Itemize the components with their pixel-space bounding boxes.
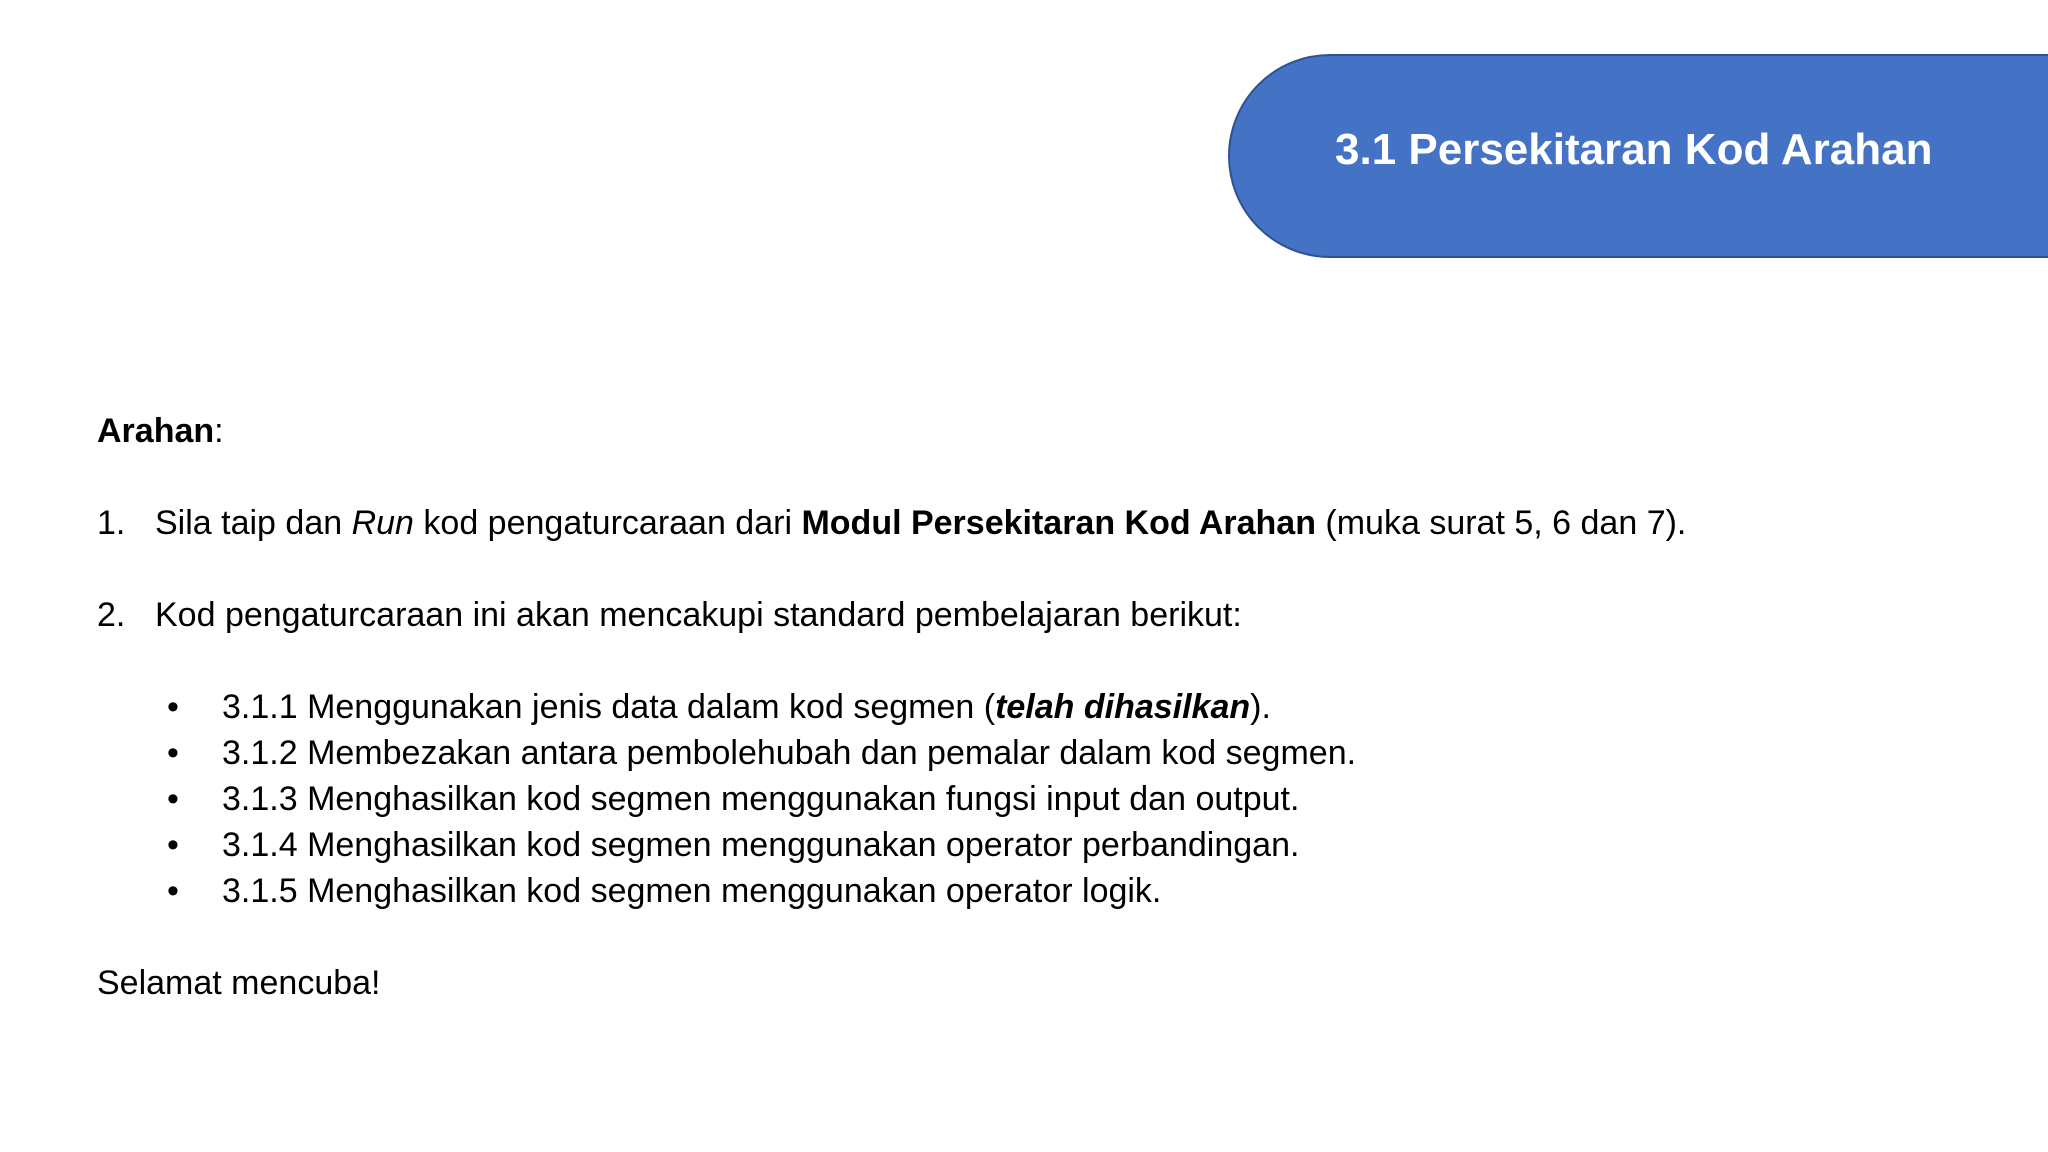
step-2-text: Kod pengaturcaraan ini akan mencakupi standard pembelajaran berikut: bbox=[155, 596, 1242, 634]
list-item bbox=[97, 776, 1977, 822]
step-2-number: 2. bbox=[97, 596, 126, 634]
step-2 bbox=[97, 592, 1977, 638]
step-1-run-word: Run bbox=[351, 504, 414, 542]
step-1-text-e: (muka surat 5, 6 dan 7). bbox=[1315, 504, 1687, 542]
page-title: 3.1 Persekitaran Kod Arahan bbox=[1335, 125, 1933, 174]
bullet-icon: • bbox=[167, 780, 179, 818]
instructions-heading bbox=[97, 408, 1977, 454]
step-1-text-c: kod pengaturcaraan dari bbox=[413, 504, 802, 542]
bullet-icon: • bbox=[167, 734, 179, 772]
step-1-number: 1. bbox=[97, 504, 126, 542]
closing-text: Selamat mencuba! bbox=[97, 964, 381, 1002]
list-item bbox=[97, 868, 1977, 914]
list-item bbox=[97, 730, 1977, 776]
heading-label: Arahan bbox=[97, 412, 215, 450]
list-item-text: 3.1.5 Menghasilkan kod segmen menggunakan operator logik. bbox=[222, 872, 1162, 910]
step-1-text-a: Sila taip dan bbox=[155, 504, 352, 542]
instructions-body bbox=[97, 408, 1977, 1006]
list-item-text: 3.1.2 Membezakan antara pembolehubah dan pemalar dalam kod segmen. bbox=[222, 734, 1357, 772]
bullet-icon: • bbox=[167, 872, 179, 910]
list-item-emphasis: telah dihasilkan bbox=[995, 688, 1251, 726]
list-item-text: 3.1.3 Menghasilkan kod segmen menggunakan fungsi input dan output. bbox=[222, 780, 1300, 818]
list-item-text: 3.1.1 Menggunakan jenis data dalam kod segmen ( bbox=[222, 688, 996, 726]
bullet-icon: • bbox=[167, 688, 179, 726]
list-item bbox=[97, 684, 1977, 730]
list-item-suffix: ). bbox=[1250, 688, 1271, 726]
list-item-text: 3.1.4 Menghasilkan kod segmen menggunakan operator perbandingan. bbox=[222, 826, 1300, 864]
step-1 bbox=[97, 500, 1977, 546]
list-item bbox=[97, 822, 1977, 868]
step-1-module-name: Modul Persekitaran Kod Arahan bbox=[801, 504, 1316, 542]
bullet-icon: • bbox=[167, 826, 179, 864]
heading-colon: : bbox=[214, 412, 224, 450]
